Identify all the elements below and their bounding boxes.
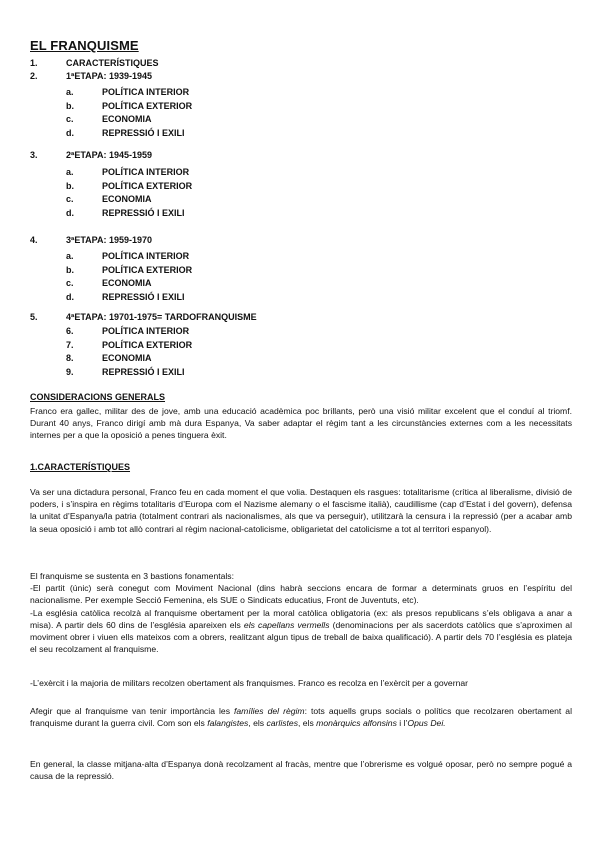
outline-subitem: POLÍTICA INTERIOR — [102, 326, 190, 336]
outline-subnumber: b. — [66, 180, 74, 191]
section1-paragraph-3 — [30, 677, 572, 689]
outline-subnumber: c. — [66, 278, 74, 288]
outline-subitem: REPRESSIÓ I EXILI — [102, 291, 185, 302]
outline-subitem: POLÍTICA INTERIOR — [102, 167, 190, 177]
document-title: EL FRANQUISME — [30, 38, 139, 53]
outline-subnumber: b. — [66, 100, 74, 111]
outline-subitem: POLÍTICA EXTERIOR — [102, 100, 193, 111]
outline-number: 3. — [30, 150, 38, 160]
bastions-intro: El franquisme se sustenta en 3 bastions fonamentals: — [30, 571, 234, 581]
outline-subitem: ECONOMIA — [102, 278, 152, 288]
outline-number: 4. — [30, 235, 38, 245]
outline-subnumber: c. — [66, 114, 74, 124]
outline-subitem: POLÍTICA EXTERIOR — [102, 180, 193, 191]
outline-item: 3ªETAPA: 1959-1970 — [66, 235, 153, 245]
bastion-party: -El partit (únic) serà conegut com Moviment Nacional (dins habrà seccions encara de formar a determinats gruos en l’espíritu del nacionalisme. Per exemple Secció Femenina, els SUE o Sindicats educatius, Front de Juventuts, etc). — [30, 583, 572, 606]
considerations-text: Franco era gallec, militar des de jove, amb una educació acadèmica poc brillants, però una visió militar excelent que el conduí al triomf. Durant 40 anys, Franco dirigí amb mà dura Espanya, Va saber adaptar el règim tant a les circunstàncies externes com a les necessitats internes per a que la oposició a penes tinguera èxit. — [30, 406, 572, 441]
outline-subitem: POLÍTICA EXTERIOR — [102, 264, 193, 275]
outline-subitem: POLÍTICA INTERIOR — [102, 251, 190, 261]
outline-subitem: ECONOMIA — [102, 353, 152, 363]
outline-subitem: REPRESSIÓ I EXILI — [102, 366, 185, 377]
outline-number: 5. — [30, 312, 38, 322]
outline-subnumber: b. — [66, 264, 74, 275]
outline-item: 2ªETAPA: 1945-1959 — [66, 150, 153, 160]
considerations-paragraph — [30, 405, 572, 442]
outline-subnumber: a. — [66, 167, 74, 177]
considerations-heading: CONSIDERACIONS GENERALS — [30, 392, 166, 402]
outline-item: CARACTERÍSTIQUES — [66, 58, 159, 68]
outline-subitem: ECONOMIA — [102, 114, 152, 124]
outline-item: 4ªETAPA: 19701-1975= TARDOFRANQUISME — [66, 312, 257, 322]
middle-class-text: En general, la classe mitjana-alta d’Espanya donà recolzament al fracàs, mentre que l’obrerisme es volgué oposar, però no sempre pogué a causa de la repressió. — [30, 759, 572, 782]
section1-paragraph-1 — [30, 486, 572, 535]
outline-subitem: REPRESSIÓ I EXILI — [102, 207, 185, 218]
section1-heading: 1.CARACTERÍSTIQUES — [30, 462, 131, 472]
outline-subnumber: a. — [66, 251, 74, 261]
outline-subnumber: 9. — [66, 366, 74, 377]
outline-number: 2. — [30, 71, 38, 81]
outline-subnumber: d. — [66, 127, 74, 138]
outline-number: 1. — [30, 58, 38, 68]
outline-subitem: POLÍTICA EXTERIOR — [102, 339, 193, 350]
outline-item: 1ªETAPA: 1939-1945 — [66, 71, 153, 81]
section1-p1-text: Va ser una dictadura personal, Franco feu en cada moment el que volia. Destaquen els rasgues: totalitarisme (crítica al liberalisme, divisió de poders, i s’inspira en règims totalitaris d’Europa com el Nazisme alemany o el fascisme italià), caudillisme (cap d’Estat i del govern), defensa la unitat d’Espanya/la patria (totalment contrari als nacionalismes, als que va perseguir), utilitzarà la censura i la repressió (per a acabar amb la seua oposició i amb tot allò contrari al règim nacional-catolicisme, obligarietat del catolicisme a tot al territori espanyol). — [30, 487, 572, 534]
bastion-army: -L’exèrcit i la majoria de militars recolzen obertament als franquismes. Franco es recolza en l’exèrcit per a governar — [30, 678, 468, 688]
outline-subnumber: d. — [66, 207, 74, 218]
outline-subnumber: 6. — [66, 326, 74, 336]
outline-subnumber: a. — [66, 87, 74, 97]
outline-subitem: ECONOMIA — [102, 194, 152, 204]
outline-subitem: POLÍTICA INTERIOR — [102, 87, 190, 97]
outline-subnumber: d. — [66, 291, 74, 302]
outline-subitem: REPRESSIÓ I EXILI — [102, 127, 185, 138]
section1-paragraph-2 — [30, 570, 572, 655]
bastion-church: -La església catòlica recolzà al franquisme obertament per la moral catòlica obligatoria (ex: als presos republicans s’els obligava a anar a misa). A partir dels 60 dins de l’església apareixen els els capellans vermells (denominacions per als sacerdots catòlics que s’aproximen al moviment obrer i viuen ells mateixos com a obrers, realitzant algun tipus de treball de baixa qualificació). A partir dels 70 l’església es plateja el seu recolzament al franquisme. — [30, 607, 572, 655]
outline-subnumber: 8. — [66, 353, 74, 363]
section1-paragraph-5 — [30, 758, 572, 782]
section1-paragraph-4 — [30, 705, 572, 729]
outline-subnumber: 7. — [66, 339, 74, 350]
regime-families: Afegir que al franquisme van tenir importància les famílies del règim: tots aquells grups socials o polítics que recolzaren obertament al franquisme durant la guerra civil. Com son els falangistes, els carlistes, els monàrquics alfonsins i l’Opus Dei. — [30, 706, 572, 729]
outline-subnumber: c. — [66, 194, 74, 204]
